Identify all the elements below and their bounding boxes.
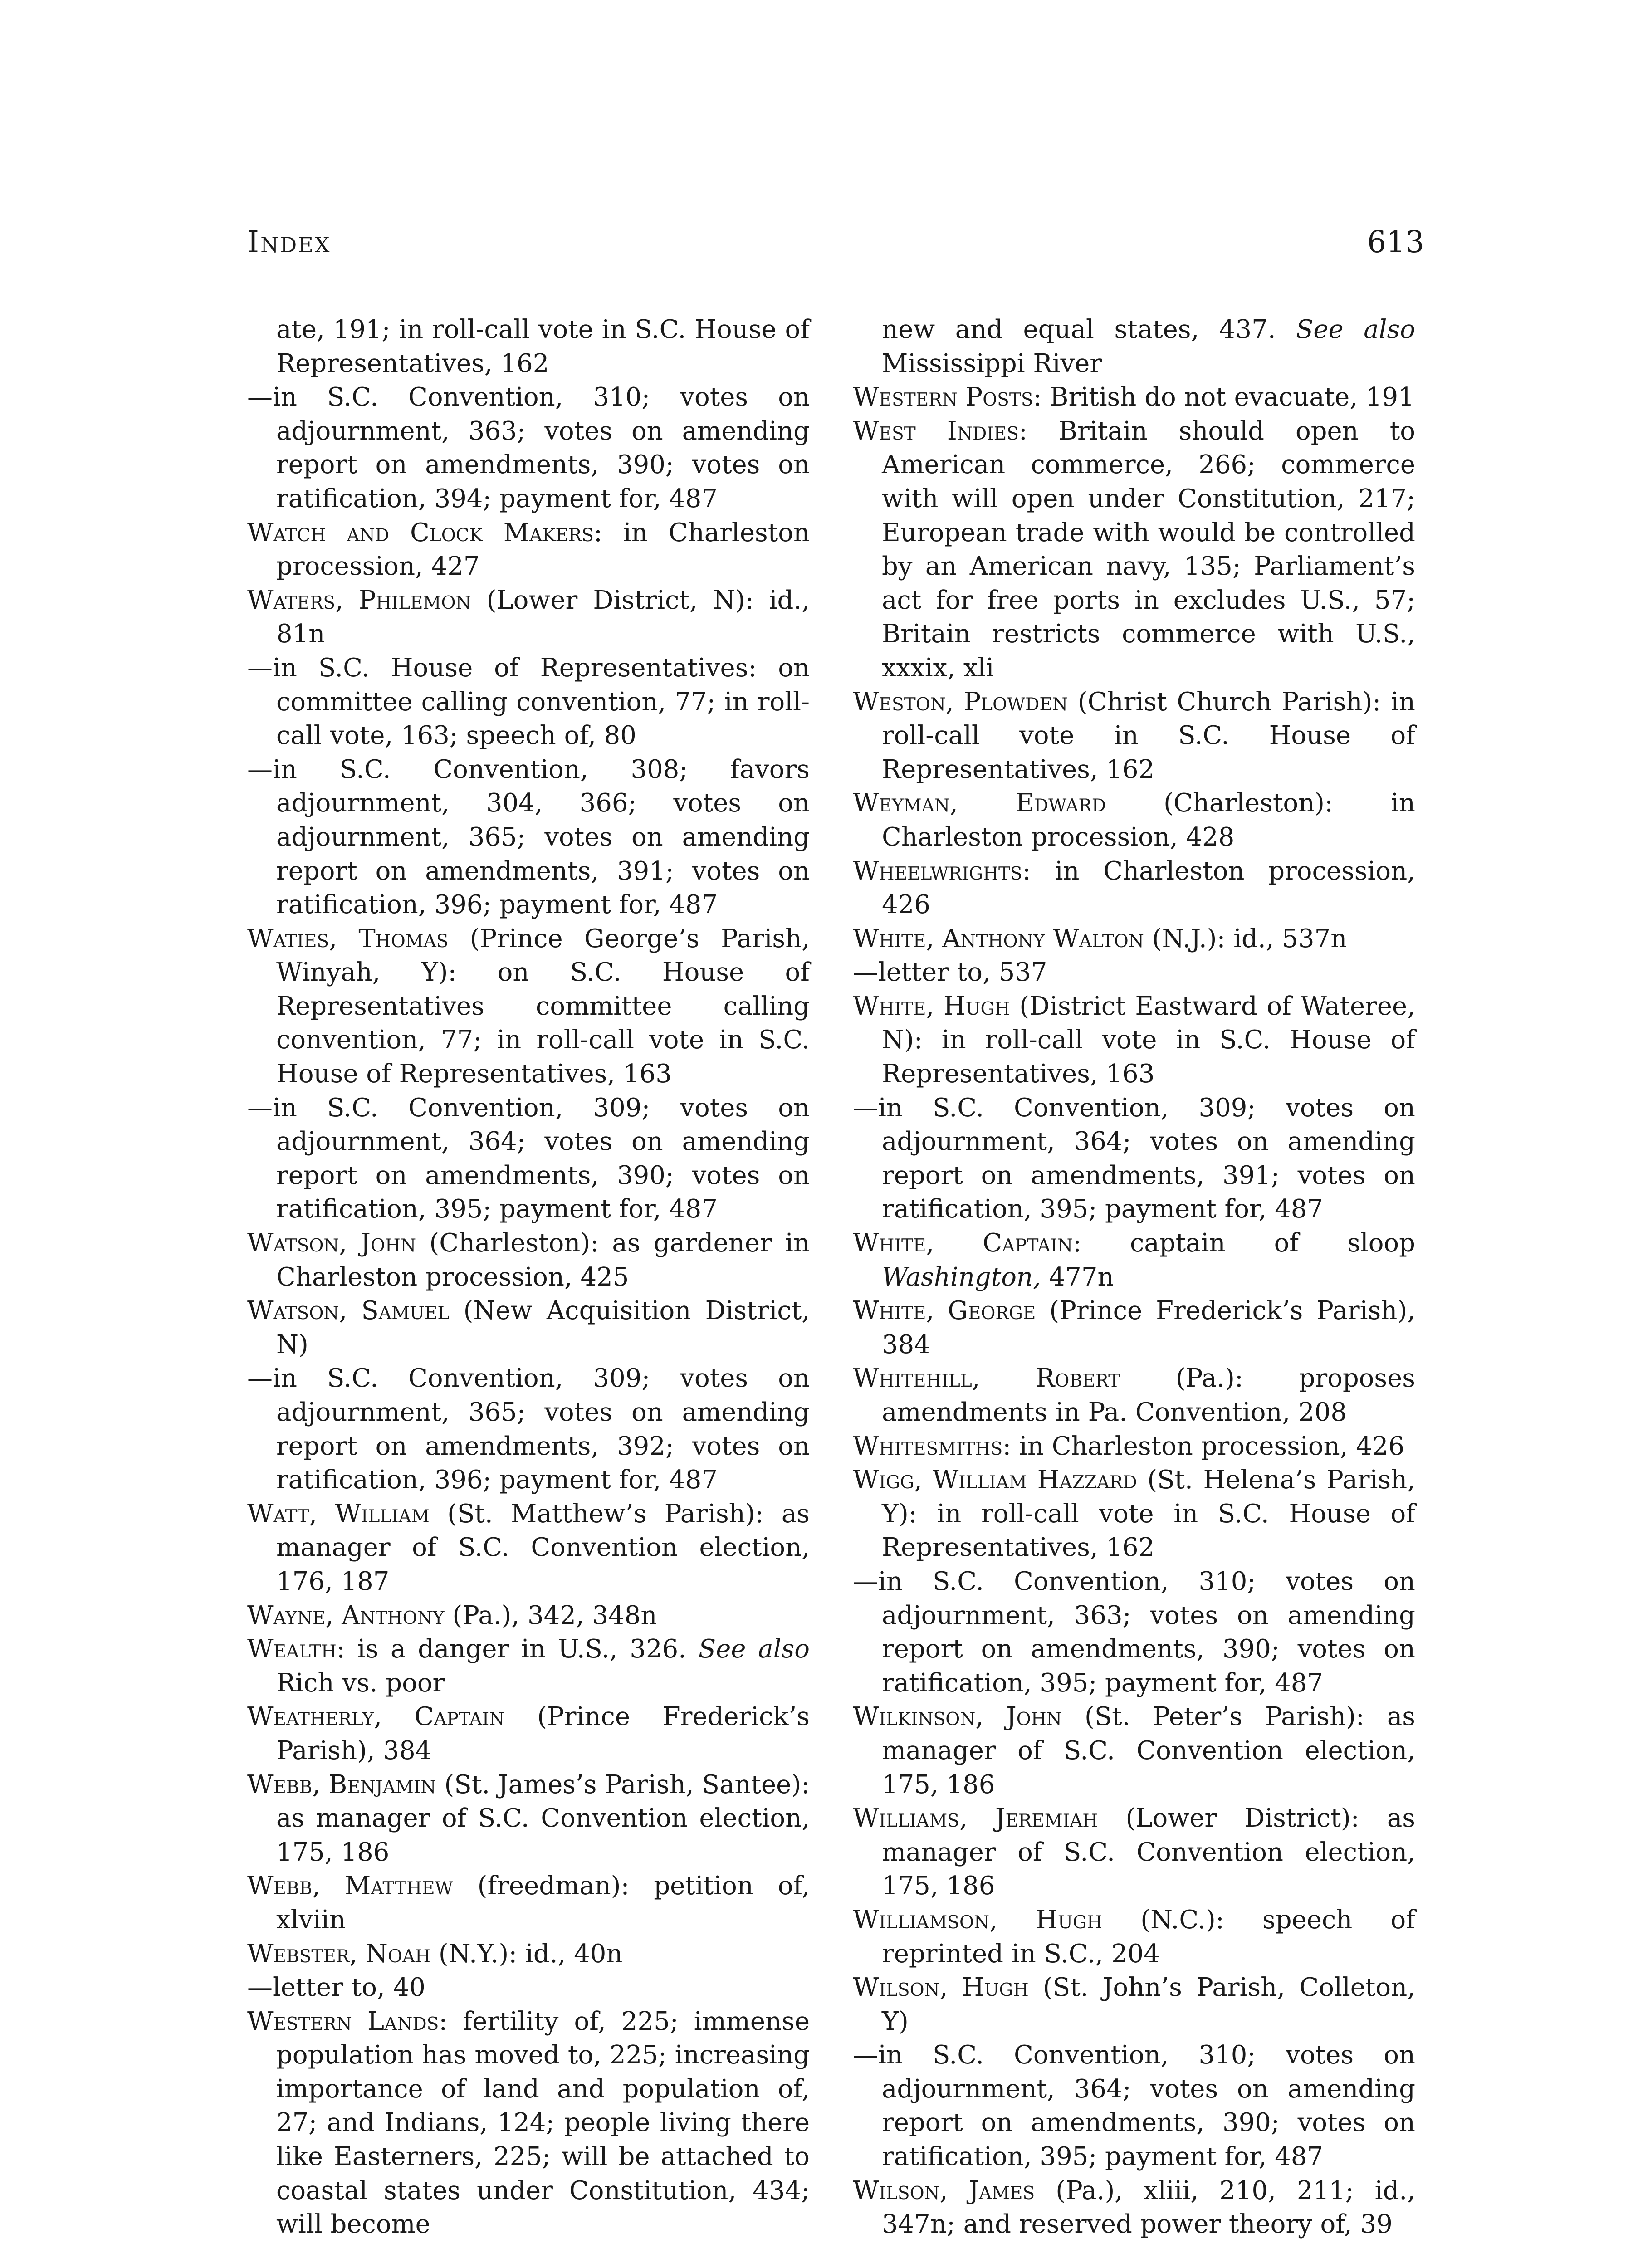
index-entry [247, 2005, 810, 2242]
page-number: 613 [1367, 225, 1424, 259]
index-entry [853, 1565, 1415, 1700]
entry-headword: White, George [853, 1296, 1036, 1326]
entry-text: —in S.C. Convention, 309; votes on adjournment, 364; votes on amending report on amendments, 390; votes on ratification, 395; payment for, 487 [247, 1093, 810, 1224]
index-entry [853, 1971, 1415, 2038]
index-entry [247, 1599, 810, 1633]
index-entry [247, 1768, 810, 1870]
index-entry [853, 1430, 1415, 1464]
entry-text: new and equal states, 437. [882, 315, 1296, 344]
index-entry [247, 516, 810, 584]
entry-headword: Whitesmiths [853, 1431, 1003, 1461]
entry-text: (Pa.), xliii, 210, 211; id., 347n; and reserved power theory of, 39 [882, 2175, 1415, 2239]
running-head [247, 225, 1424, 274]
entry-text: (St. Peter’s Parish): as manager of S.C. Convention election, 175, 186 [882, 1702, 1415, 1799]
entry-headword: Webster, Noah [247, 1939, 431, 1969]
entry-text: —in S.C. Convention, 310; votes on adjournment, 363; votes on amending report on amendments, 390; votes on ratification, 395; payment for, 487 [853, 1566, 1415, 1698]
entry-headword: Whitehill, Robert [853, 1364, 1120, 1393]
entry-headword: Watch and Clock Makers [247, 518, 594, 547]
entry-text: —letter to, 40 [247, 1973, 425, 2003]
index-entry [853, 922, 1415, 956]
index-entry [247, 922, 810, 1091]
entry-headword: West Indies [853, 416, 1019, 446]
index-entry [853, 1091, 1415, 1227]
entry-text: ate, 191; in roll-call vote in S.C. House of Representatives, 162 [276, 315, 810, 378]
entry-headword: Waters, Philemon [247, 585, 471, 615]
entry-text: : Britain should open to American commerce, 266; commerce with will open under Constitution, 217; European trade with would be controlled by an American navy, 135; Parliament’s act for free ports in excludes U.S., 57; Britain restricts commerce with U.S., xxxix, xli [882, 416, 1415, 683]
entry-headword: Watt, William [247, 1499, 430, 1529]
index-entry [853, 855, 1415, 922]
entry-text: (St. Helena’s Parish, Y): in roll-call vote in S.C. House of Representatives, 162 [882, 1465, 1415, 1563]
index-entry [853, 1362, 1415, 1429]
entry-text: : in Charleston procession, 426 [1002, 1431, 1405, 1461]
index-entry [853, 787, 1415, 854]
entry-headword: Williams, Jeremiah [853, 1804, 1098, 1833]
entry-text: (freedman): petition of, xlviin [276, 1871, 810, 1935]
index-entry [247, 1091, 810, 1227]
entry-text: —in S.C. Convention, 310; votes on adjournment, 364; votes on amending report on amendments, 390; votes on ratification, 395; payment for, 487 [853, 2040, 1415, 2172]
entry-text: (St. John’s Parish, Colleton, Y) [882, 1973, 1415, 2036]
entry-headword: Wigg, William Hazzard [853, 1465, 1137, 1495]
entry-headword: Wilson, James [853, 2175, 1035, 2205]
index-entry [247, 753, 810, 922]
entry-headword: Webb, Benjamin [247, 1769, 436, 1799]
entry-text: (Charleston): in Charleston procession, 428 [882, 788, 1415, 852]
entry-text: (Pa.): proposes amendments in Pa. Convention, 208 [882, 1364, 1416, 1427]
entry-text: —in S.C. Convention, 309; votes on adjournment, 364; votes on amending report on amendments, 391; votes on ratification, 395; payment for, 487 [853, 1093, 1415, 1224]
index-entry [853, 2038, 1415, 2174]
entry-text: : fertility of, 225; immense population has moved to, 225; increasing importance of land and population of, 27; and Indians, 124; people living there like Easterners, 225; will be attached to coastal states under Constitution, 434; will become [276, 2006, 810, 2239]
index-entry [853, 415, 1415, 685]
entry-text: (Prince Frederick’s Parish), 384 [276, 1702, 810, 1765]
entry-headword: Weyman, Edward [853, 788, 1106, 818]
entry-text: (Pa.), 342, 348n [444, 1600, 657, 1630]
index-entry [247, 1497, 810, 1599]
entry-text-after: Mississippi River [882, 348, 1102, 378]
entry-text: (New Acquisition District, N) [276, 1296, 810, 1359]
entry-text: (Christ Church Parish): in roll-call vote in S.C. House of Representatives, 162 [882, 687, 1415, 784]
entry-text: —in S.C. House of Representatives: on committee calling convention, 77; in roll-call vote, 163; speech of, 80 [247, 653, 810, 751]
entry-text: (Lower District): as manager of S.C. Convention election, 175, 186 [882, 1804, 1415, 1901]
entry-text: (Lower District, N): id., 81n [276, 585, 810, 649]
entry-italic: See also [698, 1634, 810, 1664]
entry-text: —letter to, 537 [853, 958, 1047, 987]
entry-text: (Prince Frederick’s Parish), 384 [882, 1296, 1415, 1359]
entry-headword: Waties, Thomas [247, 924, 449, 953]
index-entry [853, 381, 1415, 415]
index-entry [247, 1227, 810, 1294]
entry-headword: Wealth [247, 1634, 337, 1664]
entry-text: (Charleston): as gardener in Charleston procession, 425 [276, 1228, 810, 1292]
entry-text: (St. Matthew’s Parish): as manager of S.C. Convention election, 176, 187 [276, 1499, 810, 1596]
entry-text: : is a danger in U.S., 326. [336, 1634, 699, 1664]
index-entry [853, 685, 1415, 787]
index-entry [247, 1869, 810, 1937]
index-entry [247, 1294, 810, 1362]
index-entry [853, 1463, 1415, 1565]
entry-italic: Washington, [882, 1262, 1041, 1292]
index-entry [247, 1937, 810, 1971]
entry-text: —in S.C. Convention, 309; votes on adjournment, 365; votes on amending report on amendments, 392; votes on ratification, 396; payment for, 487 [247, 1364, 810, 1495]
index-entry [853, 956, 1415, 990]
index-entry [853, 1227, 1415, 1294]
entry-headword: Williamson, Hugh [853, 1905, 1103, 1935]
index-entry [853, 1294, 1415, 1362]
index-entry [247, 584, 810, 651]
entry-text-after: 477n [1041, 1262, 1114, 1292]
entry-text: : captain of sloop [1073, 1228, 1415, 1258]
entry-headword: Western Posts [853, 382, 1033, 412]
entry-headword: Weston, Plowden [853, 687, 1068, 717]
entry-text: : in Charleston procession, 426 [882, 856, 1415, 920]
index-entry [853, 2174, 1415, 2242]
entry-text: (Prince George’s Parish, Winyah, Y): on S.C. House of Representatives committee calling convention, 77; in roll-call vote in S.C. House of Representatives, 163 [276, 924, 810, 1089]
running-head-title: Index [247, 225, 331, 259]
entry-headword: Wheelwrights [853, 856, 1022, 886]
entry-headword: Weatherly, Captain [247, 1702, 505, 1732]
entry-headword: White, Hugh [853, 991, 1010, 1021]
index-entry [247, 1633, 810, 1700]
entry-text: (St. James’s Parish, Santee): as manager of S.C. Convention election, 175, 186 [276, 1769, 810, 1867]
entry-text: (N.C.): speech of reprinted in S.C., 204 [882, 1905, 1415, 1969]
entry-text: (N.J.): id., 537n [1144, 924, 1347, 953]
index-entry [247, 1362, 810, 1497]
left-column [247, 313, 810, 2242]
index-entry [853, 1700, 1415, 1802]
entry-headword: Wilson, Hugh [853, 1973, 1029, 2003]
index-entry-continuation [247, 313, 810, 381]
right-column [853, 313, 1415, 2242]
entry-headword: Wayne, Anthony [247, 1600, 445, 1630]
entry-text: : British do not evacuate, 191 [1033, 382, 1414, 412]
entry-text: —in S.C. Convention, 310; votes on adjournment, 363; votes on amending report on amendments, 390; votes on ratification, 394; payment for, 487 [247, 382, 810, 513]
entry-headword: Wilkinson, John [853, 1702, 1062, 1732]
entry-text: —in S.C. Convention, 308; favors adjournment, 304, 366; votes on adjournment, 365; votes on amending report on amendments, 391; votes on ratification, 396; payment for, 487 [247, 754, 810, 920]
entry-text-after: Rich vs. poor [276, 1668, 445, 1698]
index-entry [853, 1802, 1415, 1903]
index-entry [247, 651, 810, 753]
entry-headword: Watson, Samuel [247, 1296, 450, 1326]
entry-text: : in Charleston procession, 427 [276, 518, 810, 582]
index-entry [247, 1971, 810, 2005]
entry-headword: White, Anthony Walton [853, 924, 1144, 953]
index-entry [853, 990, 1415, 1091]
entry-headword: Watson, John [247, 1228, 416, 1258]
entry-text: (District Eastward of Wateree, N): in roll-call vote in S.C. House of Representatives, 163 [882, 991, 1415, 1089]
entry-text: (N.Y.): id., 40n [430, 1939, 623, 1969]
index-entry [247, 1700, 810, 1768]
index-entry [247, 381, 810, 516]
entry-italic: See also [1296, 315, 1415, 344]
entry-headword: Western Lands [247, 2006, 439, 2036]
index-entry [853, 1903, 1415, 1971]
entry-headword: Webb, Matthew [247, 1871, 453, 1901]
index-entry-continuation [853, 313, 1415, 381]
entry-headword: White, Captain [853, 1228, 1073, 1258]
